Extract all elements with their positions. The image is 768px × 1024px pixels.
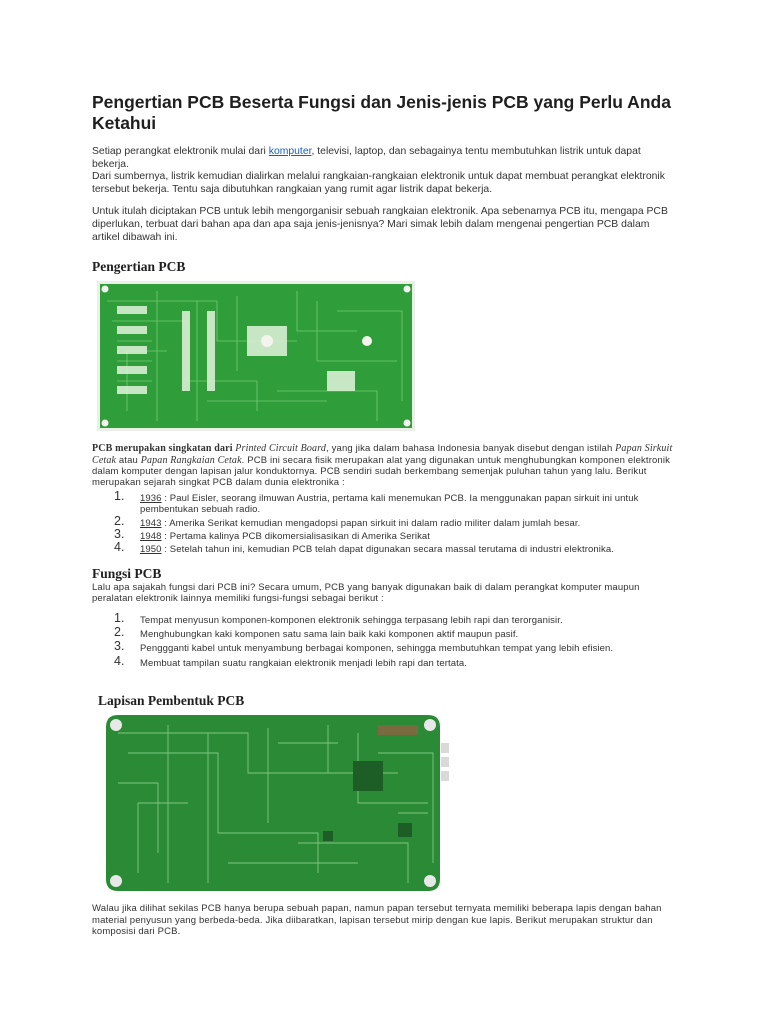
section-heading-pengertian: Pengertian PCB bbox=[92, 259, 186, 275]
komputer-link[interactable]: komputer bbox=[268, 146, 312, 157]
definition-text-c: . PCB ini secara fisik merupakan alat yang digunakan untuk menghubungkan komponen elektronik dalam komputer dengan lapisan jalur konduktornya. PCB sendiri sudah berkembang semenjak puluhan tahun yang lalu. Berikut merupakan sejarah singkat PCB dalam dunia elektronika : bbox=[92, 454, 671, 489]
intro-paragraph-3: Untuk itulah diciptakan PCB untuk lebih mengorganisir sebuah rangkaian elektronik. Apa sebenarnya PCB itu, mengapa PCB diperlukan, terbuat dari bahan apa dan apa saja jenis-jenisnya? Mari simak lebih dalam mengenai pengertian PCB dalam artikel dibawah ini. bbox=[92, 206, 668, 243]
term-papan-rangkaian-cetak: Papan Rangkaian Cetak bbox=[140, 454, 242, 466]
list-item: 1. 1936 : Paul Eisler, seorang ilmuwan Austria, pertama kali menemukan PCB. Ia menggunakan papan sirkuit ini untuk pembentukan sebuah radio. bbox=[114, 488, 639, 516]
lapisan-paragraph: Walau jika dilihat sekilas PCB hanya berupa sebuah papan, namun papan tersebut ternyata memiliki beberapa lapis dengan bahan material penyusun yang berbeda-beda. Jika diibaratkan, lapisan tersebut mirip dengan kue lapis. Berikut merupakan struktur dan komposisi dari PCB. bbox=[92, 903, 662, 938]
fungsi-intro: Lalu apa sajakah fungsi dari PCB ini? Secara umum, PCB yang banyak digunakan baik di dalam perangkat komputer maupun peralatan elektronik lainnya memiliki fungsi-fungsi sebagai berikut : bbox=[92, 581, 640, 605]
term-printed-circuit-board: Printed Circuit Board bbox=[235, 443, 327, 455]
function-list bbox=[92, 610, 677, 670]
list-item: 2. Menghubungkan kaki komponen satu sama lain baik kaki komponen aktif maupun pasif. bbox=[114, 625, 519, 641]
list-item: 4. 1950 : Setelah tahun ini, kemudian PCB telah dapat digunakan secara massal terutama di industri elektronika. bbox=[114, 540, 614, 556]
list-item: 3. 1948 : Pertama kalinya PCB dikomersialisasikan di Amerika Serikat bbox=[114, 527, 431, 542]
page-title: Pengertian PCB Beserta Fungsi dan Jenis-jenis PCB yang Perlu Anda Ketahui bbox=[92, 92, 671, 133]
intro-paragraph-2: Dari sumbernya, listrik kemudian dialirkan melalui rangkaian-rangkaian elektronik untuk dapat membuat perangkat elektronik tersebut bekerja. Tentu saja dibutuhkan rangkaian yang rumit agar listrik dapat bekerja. bbox=[92, 171, 665, 195]
definition-text-b: atau bbox=[116, 454, 141, 466]
pcb-image-1 bbox=[97, 281, 415, 431]
intro-text-a: Setiap perangkat elektronik mulai dari bbox=[92, 146, 269, 157]
list-item: 3. Penggganti kabel untuk menyambung berbagai komponen, sehingga membutuhkan tempat yang lebih efisien. bbox=[114, 639, 614, 655]
pcb-definition-bold: PCB merupakan singkatan dari bbox=[92, 443, 236, 455]
section-heading-lapisan: Lapisan Pembentuk PCB bbox=[98, 693, 245, 709]
list-item: 2. 1943 : Amerika Serikat kemudian mengadopsi papan sirkuit ini dalam radio militer dalam jumlah besar. bbox=[114, 513, 581, 529]
term-papan-sirkuit-cetak: Papan Sirkuit Cetak bbox=[92, 443, 673, 466]
definition-text-a: , yang jika dalam bahasa Indonesia banyak disebut dengan istilah bbox=[326, 443, 616, 455]
pcb-image-2 bbox=[98, 713, 458, 893]
intro-paragraph-1 bbox=[92, 146, 677, 171]
list-item: 1. Tempat menyusun komponen-komponen elektronik sehingga terpasang lebih rapi dan terorganisir. bbox=[114, 610, 563, 626]
article bbox=[92, 92, 677, 937]
section-heading-fungsi: Fungsi PCB bbox=[92, 565, 162, 581]
pengertian-paragraph bbox=[92, 443, 677, 489]
list-item: 4. Membuat tampilan suatu rangkaian elektronik menjadi lebih rapi dan tertata. bbox=[114, 653, 467, 669]
history-list bbox=[92, 488, 677, 556]
intro-text-b: , televisi, laptop, dan sebagainya tentu membutuhkan listrik untuk dapat bekerja. bbox=[92, 146, 641, 170]
